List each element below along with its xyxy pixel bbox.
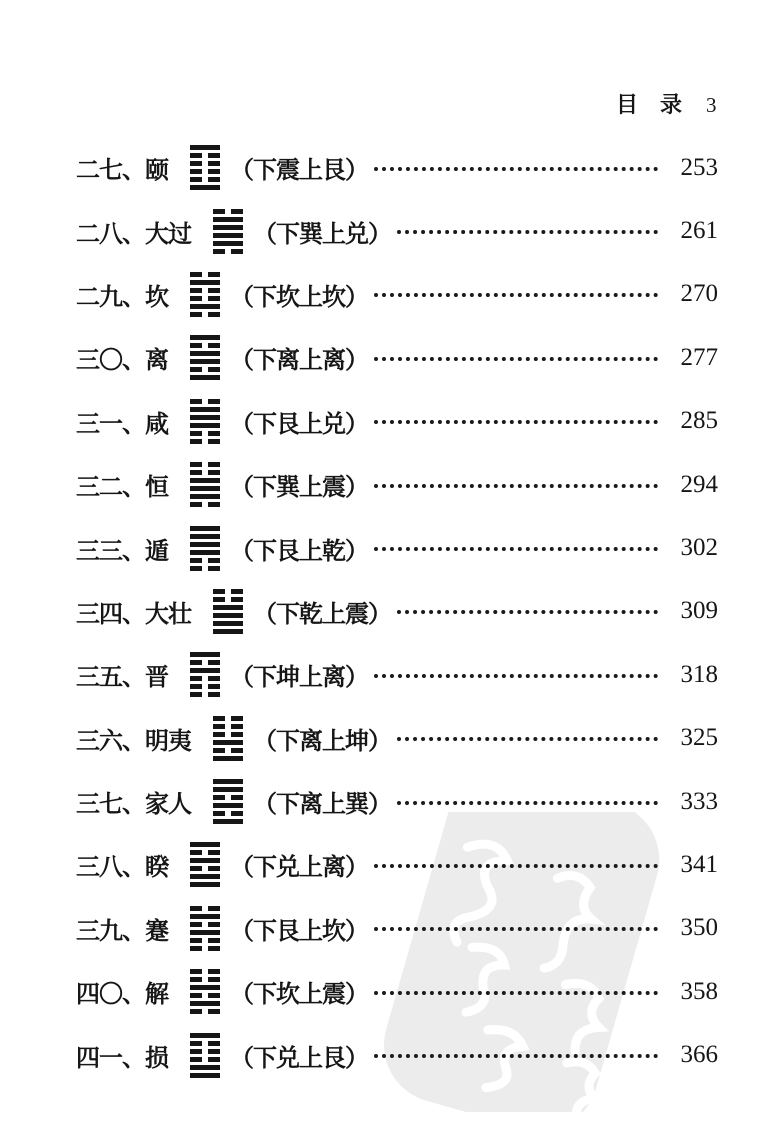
entry-trigram-desc: （下艮上乾） <box>230 537 368 565</box>
hexagram-31-xian-icon <box>190 397 220 445</box>
entry-page-number: 309 <box>680 597 718 625</box>
entry-label: 三九、蹇 <box>76 917 168 945</box>
hexagram-37-jiaren-icon <box>213 778 243 826</box>
entry-page-number: 341 <box>680 850 718 878</box>
hexagram-29-kan-icon <box>190 270 220 318</box>
toc-entry <box>76 897 718 960</box>
dot-leader <box>397 610 658 614</box>
entry-page-number: 285 <box>680 407 718 435</box>
hexagram-35-jin-icon <box>190 651 220 699</box>
entry-page-number: 261 <box>680 217 718 245</box>
dot-leader <box>397 801 658 805</box>
dot-leader <box>374 674 658 678</box>
dot-leader <box>374 547 658 551</box>
dot-leader <box>397 737 658 741</box>
hexagram-33-dun-icon <box>190 524 220 572</box>
hexagram-32-heng-icon <box>190 461 220 509</box>
hexagram-28-daguo-icon <box>213 207 243 255</box>
entry-page-number: 253 <box>680 153 718 181</box>
hexagram-41-sun-icon <box>190 1031 220 1079</box>
hexagram-38-kui-icon <box>190 841 220 889</box>
entry-label: 二七、颐 <box>76 157 168 185</box>
hexagram-40-jie-icon <box>190 968 220 1016</box>
dot-leader <box>397 230 658 234</box>
entry-label: 三八、睽 <box>76 854 168 882</box>
hexagram-34-dazhuang-icon <box>213 587 243 635</box>
dot-leader <box>374 991 658 995</box>
dot-leader <box>374 1054 658 1058</box>
toc-entry <box>76 1023 718 1086</box>
entry-page-number: 270 <box>680 280 718 308</box>
entry-trigram-desc: （下坤上离） <box>230 664 368 692</box>
toc-entry <box>76 643 718 706</box>
dot-leader <box>374 420 658 424</box>
entry-label: 三三、遁 <box>76 537 168 565</box>
toc-entry <box>76 770 718 833</box>
entry-page-number: 318 <box>680 660 718 688</box>
entry-trigram-desc: （下艮上坎） <box>230 917 368 945</box>
toc-entry <box>76 326 718 389</box>
entry-page-number: 366 <box>680 1041 718 1069</box>
entry-label: 三二、恒 <box>76 474 168 502</box>
entry-label: 三七、家人 <box>76 791 191 819</box>
entry-page-number: 294 <box>680 470 718 498</box>
entry-label: 四〇、解 <box>76 981 168 1009</box>
toc-entry <box>76 263 718 326</box>
entry-label: 三六、明夷 <box>76 727 191 755</box>
dot-leader <box>374 864 658 868</box>
entry-page-number: 333 <box>680 787 718 815</box>
entry-label: 三五、晋 <box>76 664 168 692</box>
entry-trigram-desc: （下坎上震） <box>230 981 368 1009</box>
entry-label: 三〇、离 <box>76 347 168 375</box>
toc-entry <box>76 516 718 579</box>
toc-entry <box>76 960 718 1023</box>
page-header <box>616 88 717 119</box>
hexagram-36-mingyi-icon <box>213 714 243 762</box>
entry-trigram-desc: （下艮上兑） <box>230 410 368 438</box>
dot-leader <box>374 484 658 488</box>
entry-trigram-desc: （下离上坤） <box>253 727 391 755</box>
entry-trigram-desc: （下震上艮） <box>230 157 368 185</box>
toc-entry <box>76 707 718 770</box>
toc-entry <box>76 833 718 896</box>
hexagram-39-jian-icon <box>190 904 220 952</box>
entry-label: 二八、大过 <box>76 220 191 248</box>
hexagram-27-yi-icon <box>190 144 220 192</box>
entry-page-number: 350 <box>680 914 718 942</box>
entry-trigram-desc: （下巽上兑） <box>253 220 391 248</box>
entry-page-number: 358 <box>680 977 718 1005</box>
toc-entry <box>76 580 718 643</box>
header-page-number: 3 <box>706 93 717 117</box>
entry-page-number: 277 <box>680 343 718 371</box>
toc-entry <box>76 136 718 199</box>
toc-entry <box>76 390 718 453</box>
entry-trigram-desc: （下兑上艮） <box>230 1044 368 1072</box>
hexagram-30-li-icon <box>190 334 220 382</box>
dot-leader <box>374 357 658 361</box>
entry-page-number: 302 <box>680 534 718 562</box>
entry-trigram-desc: （下坎上坎） <box>230 283 368 311</box>
entry-label: 四一、损 <box>76 1044 168 1072</box>
entry-page-number: 325 <box>680 724 718 752</box>
toc-list <box>76 136 718 1087</box>
entry-trigram-desc: （下离上离） <box>230 347 368 375</box>
dot-leader <box>374 927 658 931</box>
entry-trigram-desc: （下乾上震） <box>253 600 391 628</box>
entry-label: 三四、大壮 <box>76 600 191 628</box>
header-title: 目 录 <box>616 92 683 117</box>
entry-trigram-desc: （下兑上离） <box>230 854 368 882</box>
toc-entry <box>76 453 718 516</box>
entry-trigram-desc: （下巽上震） <box>230 474 368 502</box>
entry-label: 二九、坎 <box>76 283 168 311</box>
entry-trigram-desc: （下离上巽） <box>253 791 391 819</box>
toc-entry <box>76 199 718 262</box>
dot-leader <box>374 167 658 171</box>
entry-label: 三一、咸 <box>76 410 168 438</box>
dot-leader <box>374 293 658 297</box>
